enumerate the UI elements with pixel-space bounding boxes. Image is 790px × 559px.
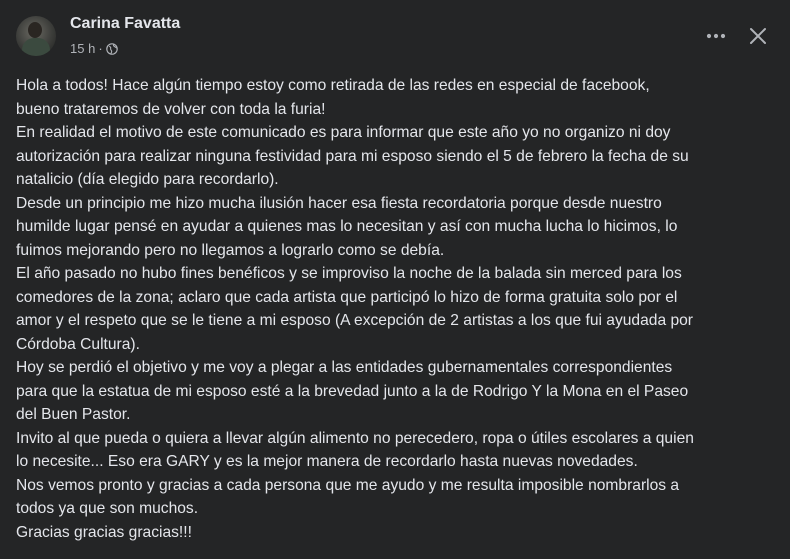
post-meta [70, 41, 118, 56]
message-line: Hola a todos! Hace algún tiempo estoy como retirada de las redes en especial de facebook, [16, 77, 650, 94]
message-line: todos ya que son muchos. [16, 500, 199, 517]
more-options-button[interactable] [700, 20, 732, 52]
message-line: En realidad el motivo de este comunicado es para informar que este año yo no organizo ni doy [16, 124, 671, 141]
close-button[interactable] [742, 20, 774, 52]
avatar-figure-head [28, 22, 42, 38]
message-line: Nos vemos pronto y gracias a cada persona que me ayudo y me resulta imposible nombrarlos a [16, 476, 680, 494]
message-line: El año pasado no hubo fines benéficos y se improviso la noche de la balada sin merced para los [16, 265, 682, 282]
message-line: Córdoba Cultura). [16, 335, 140, 353]
author-name[interactable]: Carina Favatta [70, 15, 181, 32]
message-line: lo necesite... Eso era GARY y es la mejor manera de recordarlo hasta nuevas novedades. [16, 453, 638, 470]
message-line: bueno trataremos de volver con toda la furia! [16, 100, 326, 118]
more-horizontal-icon [706, 33, 726, 39]
message-line: para que la estatua de mi esposo esté a la brevedad junto a la de Rodrigo Y la Mona en el Paseo [16, 382, 689, 400]
post-timestamp[interactable]: 15 h [70, 41, 96, 56]
message-line: humilde lugar pensé en ayudar a quienes mas lo necesitan y así con mucha lucha lo hicimos, lo [16, 218, 678, 235]
meta-separator: · [98, 41, 103, 56]
message-line: del Buen Pastor. [16, 406, 131, 423]
message-line: Desde un principio me hizo mucha ilusión hacer esa fiesta recordatoria porque desde nuestro [16, 194, 662, 212]
message-line: Hoy se perdió el objetivo y me voy a plegar a las entidades gubernamentales correspondientes [16, 359, 673, 376]
message-line: Gracias gracias gracias!!! [16, 523, 192, 541]
avatar[interactable] [16, 16, 56, 56]
message-line: natalicio (día elegido para recordarlo). [16, 171, 279, 188]
message-line: autorización para realizar ninguna festividad para mi esposo siendo el 5 de febrero la fecha de su [16, 147, 689, 165]
message-line: fuimos mejorando pero no llegamos a lograrlo como se debía. [16, 241, 445, 259]
message-line: Invito al que pueda o quiera a llevar algún alimento no perecedero, ropa o útiles escolares a quien [16, 429, 694, 447]
close-icon [749, 27, 767, 45]
globe-icon[interactable] [106, 43, 118, 55]
post-header [0, 0, 790, 70]
message-line: comedores de la zona; aclaro que cada artista que participó lo hizo de forma gratuita solo por el [16, 288, 678, 306]
post-message [16, 74, 776, 544]
message-line: amor y el respeto que se le tiene a mi esposo (A excepción de 2 artistas a los que fui ayudada por [16, 312, 693, 329]
avatar-figure-body [22, 38, 50, 56]
